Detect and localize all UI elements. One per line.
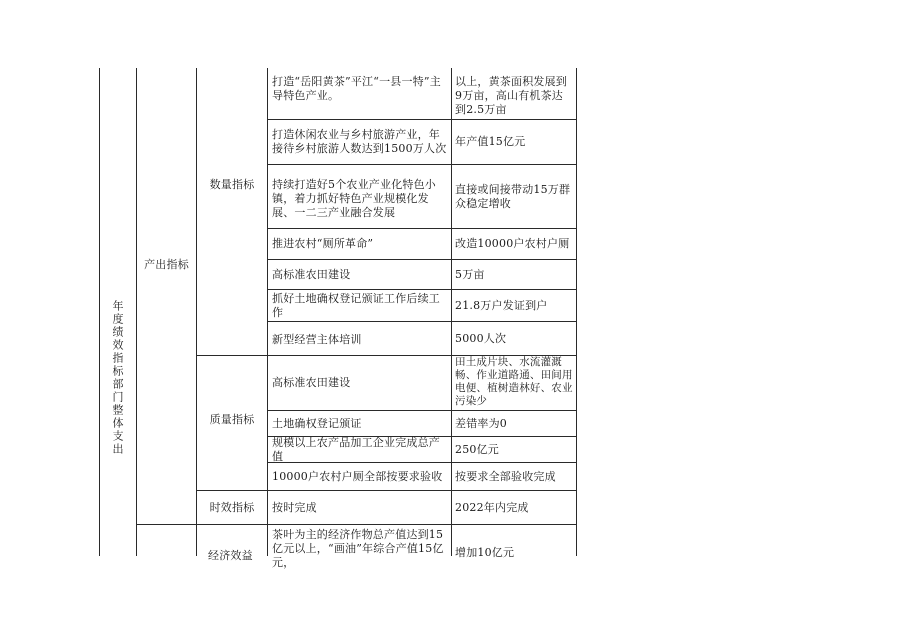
indicator-cell: 土地确权登记颁证 xyxy=(272,416,362,430)
target-cell: 以上，黄茶面积发展到9万亩，高山有机茶达到2.5万亩 xyxy=(455,75,567,116)
indicator-cell: 打造“岳阳黄茶”平江“一县一特”主导特色产业。 xyxy=(272,75,441,102)
target-cell: 增加10亿元 xyxy=(455,546,515,559)
category-timeliness: 时效指标 xyxy=(209,500,255,514)
target-cell: 5万亩 xyxy=(455,267,485,281)
indicator-cell: 高标准农田建设 xyxy=(272,376,351,389)
indicator-cell: 按时完成 xyxy=(272,500,317,514)
category-quality: 质量指标 xyxy=(209,413,255,426)
target-cell: 5000人次 xyxy=(455,331,507,345)
target-cell: 21.8万户发证到户 xyxy=(455,298,548,312)
target-cell: 按要求全部验收完成 xyxy=(455,469,556,483)
table-rule xyxy=(196,68,197,556)
category-output: 产出指标 xyxy=(144,258,189,271)
target-cell: 田土成片块、水流灌溉畅、作业道路通、田间用电便、植树造林好、农业污染少 xyxy=(455,356,573,407)
table-rule xyxy=(136,524,577,525)
category-economic: 经济效益 xyxy=(208,549,253,562)
indicator-cell: 10000户农村户厕全部按要求验收 xyxy=(272,469,443,483)
indicator-cell: 新型经营主体培训 xyxy=(272,333,362,346)
indicator-cell: 持续打造好5个农业产业化特色小镇，着力抓好特色产业规模化发展、一二三产业融合发展 xyxy=(272,178,436,219)
table-rule xyxy=(267,68,268,556)
target-cell: 改造10000户农村户厕 xyxy=(455,237,570,250)
table-rule xyxy=(451,68,452,556)
section-label: 年度绩效指标部门整体支出 xyxy=(111,300,124,456)
target-cell: 差错率为0 xyxy=(455,416,507,430)
category-quantity: 数量指标 xyxy=(209,178,255,191)
indicator-cell: 打造休闲农业与乡村旅游产业，年接待乡村旅游人数达到1500万人次 xyxy=(272,128,447,155)
target-cell: 2022年内完成 xyxy=(455,500,529,514)
table-border-left xyxy=(99,68,100,556)
indicator-cell: 抓好土地确权登记颁证工作后续工作 xyxy=(272,291,440,319)
target-cell: 年产值15亿元 xyxy=(455,135,526,148)
indicator-cell: 规模以上农产品加工企业完成总产值 xyxy=(272,435,440,463)
indicator-cell: 高标准农田建设 xyxy=(272,267,351,281)
indicator-cell: 推进农村“厕所革命” xyxy=(272,237,374,250)
target-cell: 直接或间接带动15万群众稳定增收 xyxy=(455,182,571,210)
indicator-cell: 茶叶为主的经济作物总产值达到15亿元以上，“画油”年综合产值15亿元， xyxy=(272,528,444,569)
table-border-right xyxy=(576,68,577,556)
target-cell: 250亿元 xyxy=(455,442,499,456)
